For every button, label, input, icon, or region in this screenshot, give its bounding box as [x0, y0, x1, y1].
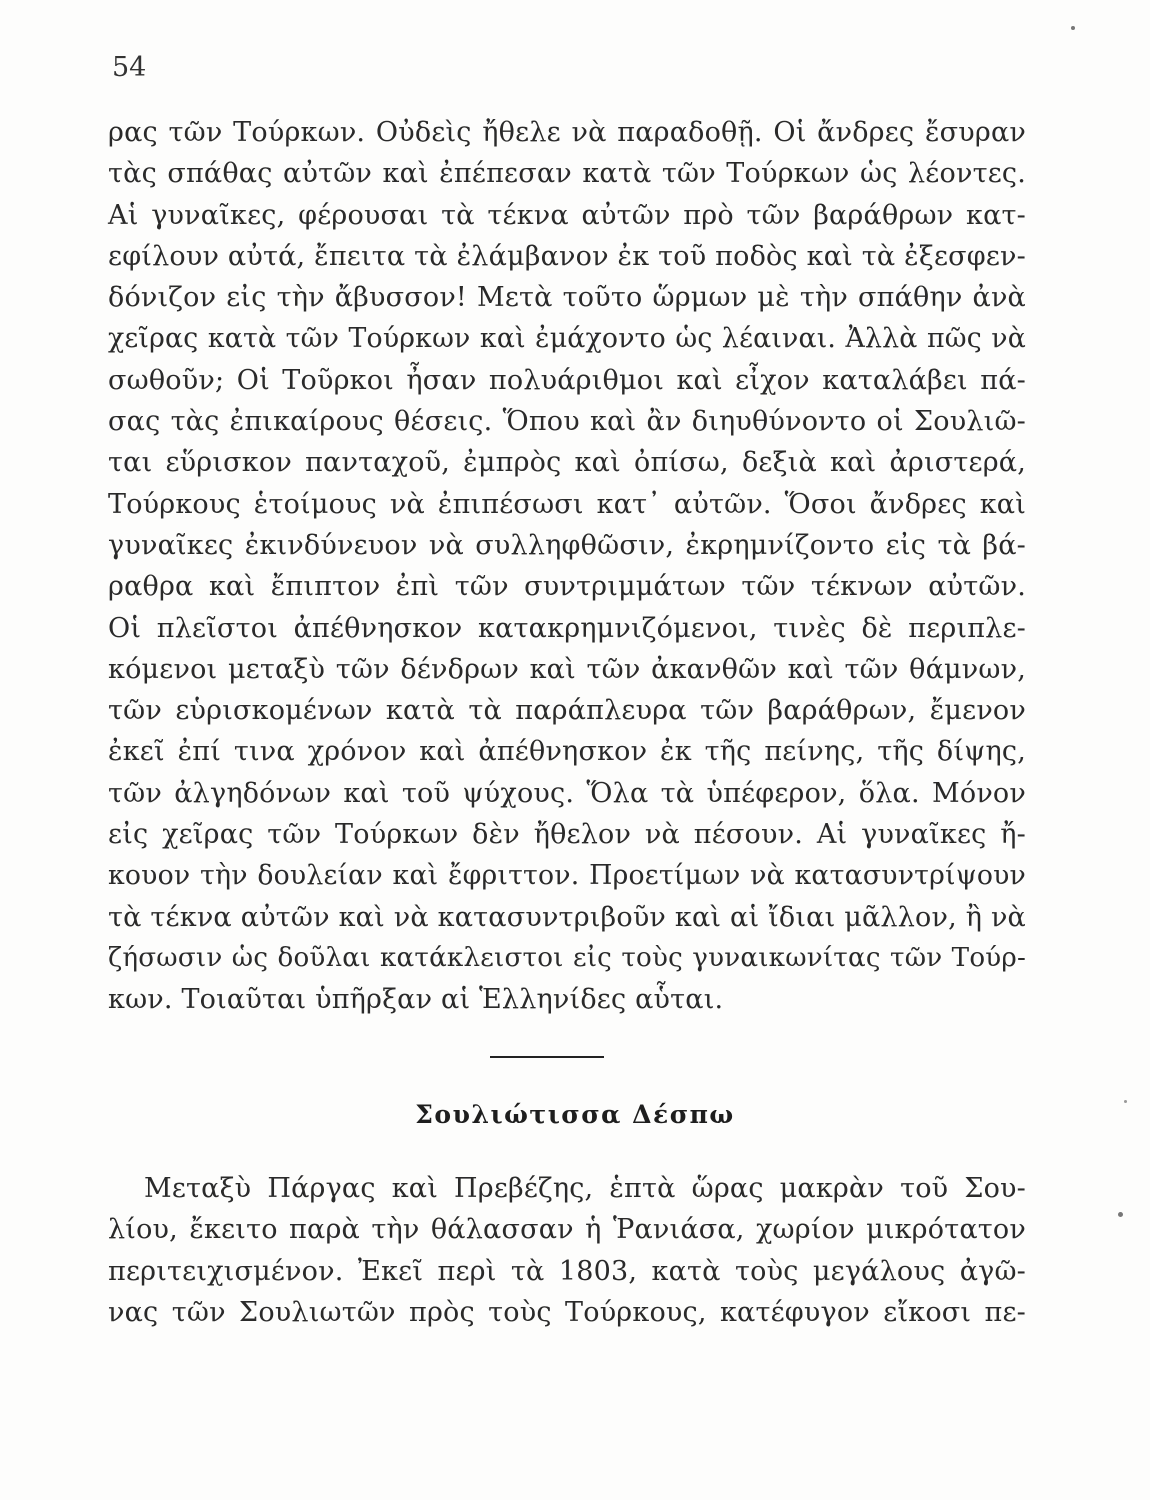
text-line: εφίλουν αὐτά, ἔπειτα τὰ ἐλάμβανον ἐκ τοῦ ποδὸς καὶ τὰ ἐξεσφεν-: [108, 240, 1026, 272]
text-line: δόνιζον εἰς τὴν ἄβυσσον! Μετὰ τοῦτο ὥρμων μὲ τὴν σπάθην ἀνὰ: [108, 282, 1026, 314]
text-line: σωθοῦν; Οἱ Τοῦρκοι ἦσαν πολυάριθμοι καὶ εἶχον καταλάβει πά-: [108, 364, 1026, 396]
paper-speck: [1071, 26, 1075, 30]
text-line: κων. Τοιαῦται ὑπῆρξαν αἱ Ἑλληνίδες αὗται.: [108, 984, 724, 1016]
text-line: σας τὰς ἐπικαίρους θέσεις. Ὅπου καὶ ἂν διηυθύνοντο οἱ Σουλιῶ-: [108, 406, 1026, 438]
text-line: κουον τὴν δουλείαν καὶ ἔφριττον. Προετίμων νὰ κατασυντρίψουν: [108, 860, 1026, 892]
paragraph-2: [108, 1168, 1026, 1333]
text-line: τῶν ἀλγηδόνων καὶ τοῦ ψύχους. Ὅλα τὰ ὑπέφερον, ὅλα. Μόνον: [108, 777, 1026, 809]
paragraph-1: [108, 112, 1026, 1021]
text-line: τὰς σπάθας αὐτῶν καὶ ἐπέπεσαν κατὰ τῶν Τούρκων ὡς λέοντες.: [108, 158, 1026, 190]
paper-speck: [1124, 1100, 1127, 1103]
text-line: εἰς χεῖρας τῶν Τούρκων δὲν ἤθελον νὰ πέσουν. Αἱ γυναῖκες ἤ-: [108, 819, 1026, 851]
text-line: τῶν εὑρισκομένων κατὰ τὰ παράπλευρα τῶν βαράθρων, ἔμενον: [108, 695, 1026, 727]
text-line: Μεταξὺ Πάργας καὶ Πρεβέζης, ἑπτὰ ὥρας μακρὰν τοῦ Σου-: [144, 1173, 1026, 1204]
paper-speck: [1118, 1212, 1123, 1217]
text-line: ρας τῶν Τούρκων. Οὐδεὶς ἤθελε νὰ παραδοθῇ. Οἱ ἄνδρες ἔσυραν: [108, 117, 1026, 148]
text-line: κόμενοι μεταξὺ τῶν δένδρων καὶ τῶν ἀκανθῶν καὶ τῶν θάμνων,: [108, 653, 1026, 685]
text-line: ραθρα καὶ ἔπιπτον ἐπὶ τῶν συντριμμάτων τῶν τέκνων αὐτῶν.: [108, 571, 1026, 603]
text-line: νας τῶν Σουλιωτῶν πρὸς τοὺς Τούρκους, κατέφυγον εἴκοσι πε-: [108, 1296, 1026, 1328]
text-line: Τούρκους ἑτοίμους νὰ ἐπιπέσωσι κατ᾽ αὐτῶν. Ὅσοι ἄνδρες καὶ: [108, 488, 1026, 520]
text-line: τὰ τέκνα αὐτῶν καὶ νὰ κατασυντριβοῦν καὶ αἱ ἴδιαι μᾶλλον, ἢ νὰ: [108, 901, 1026, 933]
text-line: χεῖρας κατὰ τῶν Τούρκων καὶ ἐμάχοντο ὡς λέαιναι. Ἀλλὰ πῶς νὰ: [108, 323, 1026, 355]
text-line: Οἱ πλεῖστοι ἀπέθνησκον κατακρημνιζόμενοι, τινὲς δὲ περιπλε-: [108, 612, 1026, 644]
text-line: λίου, ἔκειτο παρὰ τὴν θάλασσαν ἡ Ῥανιάσα, χωρίον μικρότατον: [108, 1214, 1026, 1246]
text-line: Αἱ γυναῖκες, φέρουσαι τὰ τέκνα αὐτῶν πρὸ τῶν βαράθρων κατ-: [108, 199, 1026, 231]
text-line: ζήσωσιν ὡς δοῦλαι κατάκλειστοι εἰς τοὺς γυναικωνίτας τῶν Τούρ-: [108, 942, 1026, 973]
text-line: ται εὕρισκον πανταχοῦ, ἐμπρὸς καὶ ὀπίσω, δεξιὰ καὶ ἀριστερά,: [108, 447, 1026, 479]
section-divider: [490, 1056, 604, 1058]
section-title-text: Σουλιώτισσα Δέσπω: [415, 1100, 735, 1129]
text-line: περιτειχισμένον. Ἐκεῖ περὶ τὰ 1803, κατὰ τοὺς μεγάλους ἀγῶ-: [108, 1255, 1026, 1287]
section-title: [0, 1100, 1150, 1129]
page-number: 54: [112, 52, 147, 83]
text-line: ἐκεῖ ἐπί τινα χρόνον καὶ ἀπέθνησκον ἐκ τῆς πείνης, τῆς δίψης,: [108, 736, 1026, 768]
text-line: γυναῖκες ἐκινδύνευον νὰ συλληφθῶσιν, ἐκρημνίζοντο εἰς τὰ βά-: [108, 529, 1026, 561]
